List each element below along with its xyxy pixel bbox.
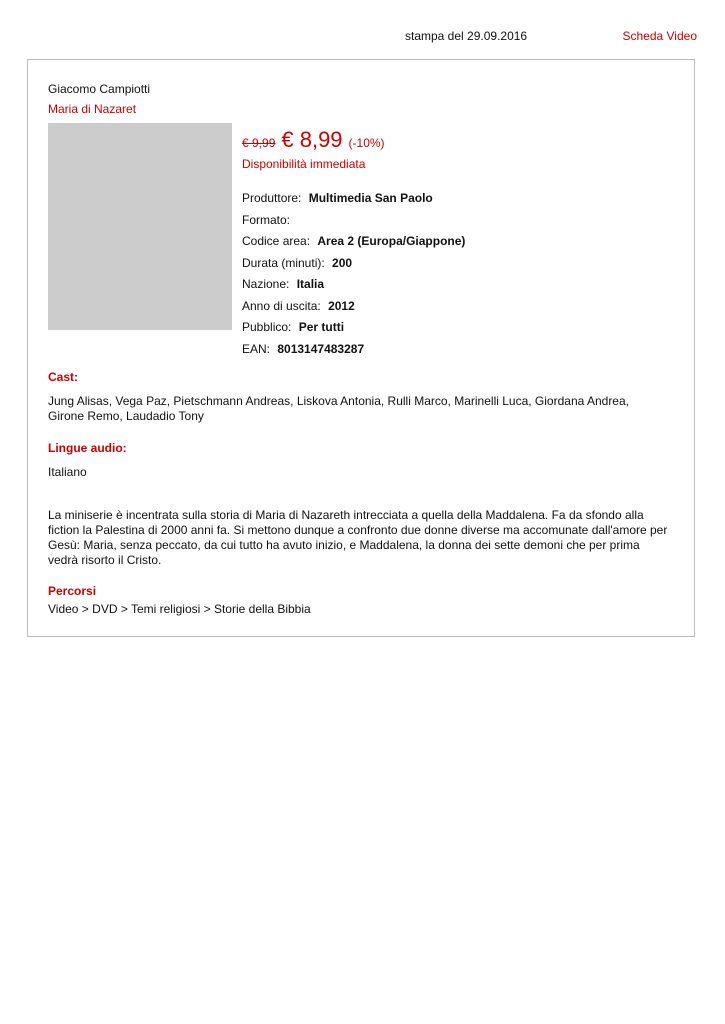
attribute-label: Nazione: [242, 277, 290, 291]
attribute-value: Area 2 (Europa/Giappone) [317, 234, 466, 248]
price-row [242, 127, 682, 155]
sheet-type-link[interactable]: Scheda Video [622, 29, 697, 43]
attribute-label: Anno di uscita: [242, 298, 321, 313]
product-author: Giacomo Campiotti [48, 82, 151, 96]
current-price: € 8,99 [281, 127, 343, 152]
attribute-value: Per tutti [298, 320, 345, 334]
product-title[interactable]: Maria di Nazaret [48, 102, 137, 116]
print-date: stampa del 29.09.2016 [405, 29, 528, 43]
category-path[interactable]: Video > DVD > Temi religiosi > Storie della Bibbia [48, 602, 311, 616]
attribute-ean [242, 339, 682, 361]
attribute-value: 8013147483287 [277, 341, 365, 356]
attribute-value: 200 [332, 255, 353, 270]
attribute-release-year [242, 296, 682, 318]
attribute-audience [242, 317, 682, 339]
product-details [242, 127, 682, 360]
cast-list: Jung Alisas, Vega Paz, Pietschmann Andreas, Liskova Antonia, Rulli Marco, Marinelli Luca, Giordana Andrea, Girone Remo, Laudadio Tony [48, 394, 629, 423]
discount-badge: (-10%) [348, 136, 385, 150]
old-price: € 9,99 [242, 136, 276, 150]
attribute-format [242, 210, 682, 232]
attribute-label: Produttore: [242, 191, 302, 205]
attribute-value: Italia [296, 277, 325, 291]
attribute-duration [242, 253, 682, 275]
attribute-label: EAN: [242, 341, 271, 356]
attribute-label: Pubblico: [242, 320, 292, 334]
attribute-value: 2012 [328, 298, 355, 313]
attribute-label: Codice area: [242, 234, 311, 248]
attribute-country [242, 274, 682, 296]
availability-status: Disponibilità immediata [242, 157, 366, 171]
cover-image-placeholder [48, 123, 232, 330]
attribute-label: Durata (minuti): [242, 255, 325, 270]
audio-languages-heading: Lingue audio: [48, 441, 127, 455]
audio-languages-value: Italiano [48, 465, 87, 479]
attribute-list [242, 188, 682, 360]
attribute-producer [242, 188, 682, 210]
product-card [27, 59, 695, 637]
attribute-region-code [242, 231, 682, 253]
paths-heading: Percorsi [48, 584, 97, 598]
cast-heading: Cast: [48, 370, 79, 384]
attribute-value: Multimedia San Paolo [308, 191, 433, 205]
attribute-label: Formato: [242, 212, 291, 227]
product-description: La miniserie è incentrata sulla storia di Maria di Nazareth intrecciata a quella della Maddalena. Fa da sfondo alla fiction la Palestina di 2000 anni fa. Si mettono dunque a confronto due donne diverse ma accomunate dall'amore per Gesù: Maria, senza peccato, da cui tutto ha avuto inizio, e Maddalena, la donna dei sette demoni che per prima vedrà risorto il Cristo. [48, 508, 668, 567]
